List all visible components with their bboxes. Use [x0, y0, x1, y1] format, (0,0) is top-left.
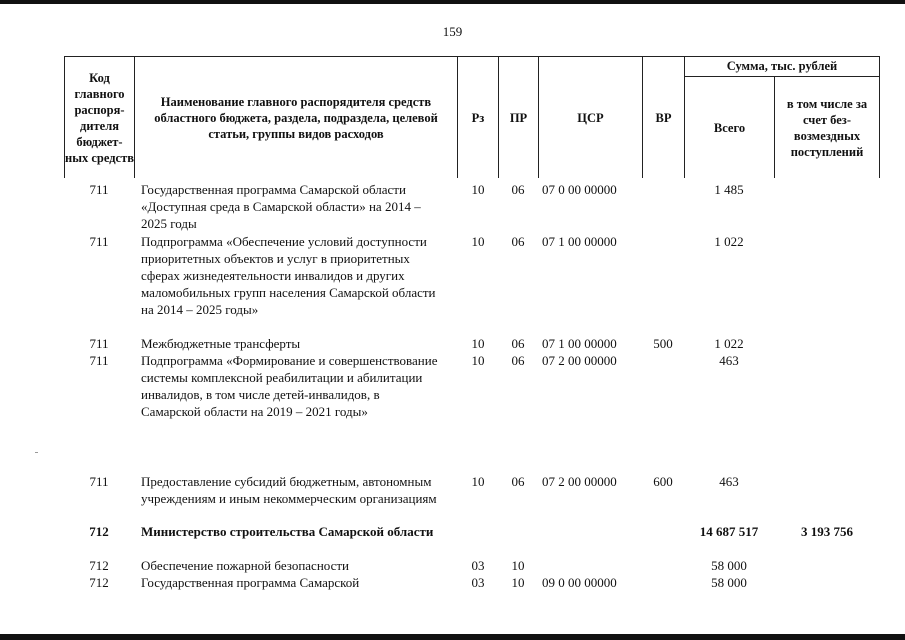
row-rz: 10: [471, 474, 485, 489]
row-pr: 06: [511, 474, 525, 489]
row-incl: 3 193 756: [801, 524, 853, 539]
row-total: 58 000: [711, 575, 747, 590]
col-divider: [879, 56, 880, 178]
row-pr: 10: [511, 575, 525, 590]
row-name: Государственная программа Самарской: [141, 575, 360, 590]
row-total: 1 022: [714, 234, 744, 249]
header-vr: ВР: [655, 111, 672, 125]
row-name: Министерство строительства Самарской области: [141, 524, 434, 539]
row-code: 711: [89, 474, 109, 489]
row-csr: 07 1 00 00000: [542, 336, 617, 351]
row-vr: 500: [653, 336, 673, 351]
row-csr: 09 0 00 00000: [542, 575, 617, 590]
header-csr: ЦСР: [577, 111, 604, 125]
row-total: 1 485: [714, 182, 744, 197]
row-name: Подпрограмма «Обеспечение условий доступности приоритетных объектов и услуг в приоритетных сферах жизнедеятельности инвалидов и других маломобильных групп населения Самарской области на 2014 – 2025 годы»: [141, 234, 436, 317]
row-name: Предоставление субсидий бюджетным, автономным учреждениям и иным некоммерческим организациям: [141, 474, 437, 506]
row-code: 712: [89, 524, 109, 539]
row-name: Государственная программа Самарской области «Доступная среда в Самарской области» на 2014 – 2025 годы: [141, 182, 421, 231]
header-rz: Рз: [471, 111, 485, 125]
row-rz: 03: [471, 575, 485, 590]
top-border: [0, 0, 905, 4]
row-code: 711: [89, 336, 109, 351]
row-code: 712: [89, 558, 109, 573]
row-rz: 10: [471, 182, 485, 197]
header-incl: в том числе за счет без-возмездных поступлений: [786, 96, 868, 159]
scan-speck: [35, 452, 38, 453]
row-rz: 10: [471, 234, 485, 249]
row-csr: 07 2 00 00000: [542, 474, 617, 489]
header-sum: Сумма, тыс. рублей: [726, 59, 838, 73]
row-code: 711: [89, 234, 109, 249]
table-header: [64, 56, 880, 178]
row-name: Межбюджетные трансферты: [141, 336, 301, 351]
row-rz: 03: [471, 558, 485, 573]
row-pr: 06: [511, 234, 525, 249]
header-pr: ПР: [509, 111, 528, 125]
row-code: 712: [89, 575, 109, 590]
page-number: 159: [442, 24, 463, 39]
row-total: 463: [719, 353, 739, 368]
row-vr: 600: [653, 474, 673, 489]
row-name: Подпрограмма «Формирование и совершенствование системы комплексной реабилитации и абилитации инвалидов, в том числе детей-инвалидов, в Самарской области на 2019 – 2021 годы»: [141, 353, 438, 419]
row-csr: 07 2 00 00000: [542, 353, 617, 368]
header-total: Всего: [713, 120, 746, 135]
row-total: 463: [719, 474, 739, 489]
row-pr: 06: [511, 353, 525, 368]
row-total: 58 000: [711, 558, 747, 573]
row-rz: 10: [471, 353, 485, 368]
row-csr: 07 0 00 00000: [542, 182, 617, 197]
row-code: 711: [89, 353, 109, 368]
row-pr: 06: [511, 336, 525, 351]
row-pr: 10: [511, 558, 525, 573]
row-total: 14 687 517: [699, 524, 759, 539]
row-total: 1 022: [714, 336, 744, 351]
row-code: 711: [89, 182, 109, 197]
col-divider: [134, 56, 135, 178]
bottom-border: [0, 634, 905, 640]
header-name: Наименование главного распорядителя средств областного бюджета, раздела, подраздела, целевой статьи, группы видов расходов: [154, 95, 438, 141]
row-rz: 10: [471, 336, 485, 351]
header-code: Код главного распоря-дителя бюджет-ных средств: [65, 71, 134, 165]
row-csr: 07 1 00 00000: [542, 234, 617, 249]
row-pr: 06: [511, 182, 525, 197]
row-name: Обеспечение пожарной безопасности: [141, 558, 350, 573]
